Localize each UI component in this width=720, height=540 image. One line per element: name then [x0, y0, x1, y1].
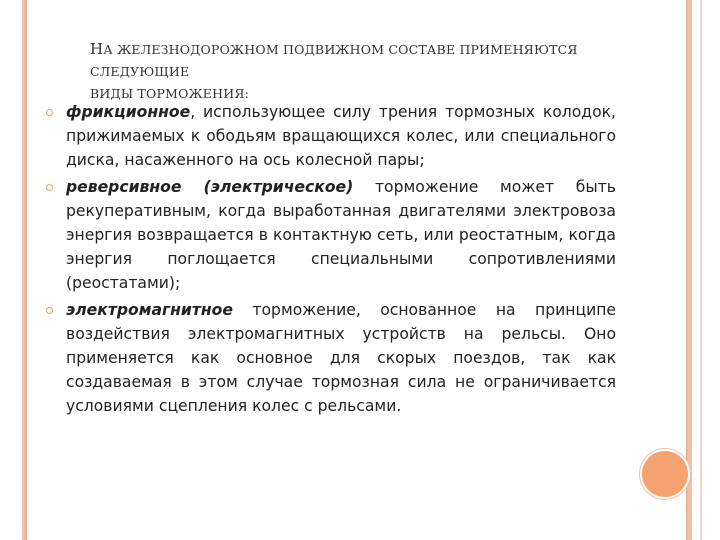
slide-title — [90, 38, 670, 105]
title-line2: ВИДЫ ТОРМОЖЕНИЯ: — [90, 86, 250, 101]
list-item-electromagnetic — [46, 298, 616, 418]
item-text: торможение, основанное на принципе воздействия электромагнитных устройств на рельсы. Оно применяется как основное для скорых поездов, так как создаваемая в этом случае тормозная сила не ограничивается условиями сцепления колес с рельсами. — [66, 301, 616, 415]
item-text: , использующее силу трения тормозных колодок, прижимаемых к ободьям вращающихся колес, или специального диска, насаженного на ось колесной пары; — [66, 103, 616, 169]
item-text: торможение может быть рекуперативным, когда выработанная двигателями электровоза энергия возвращается в контактную сеть, или реостатным, когда энергия поглощается специальными сопротивлениями (реостатами); — [66, 178, 616, 292]
bullet-circle-icon — [46, 307, 53, 314]
list-item-friction — [46, 100, 616, 172]
bullet-circle-icon — [46, 184, 53, 191]
term: реверсивное (электрическое) — [66, 178, 354, 196]
right-border-stripe — [686, 0, 692, 540]
title-line1: А ЖЕЛЕЗНОДОРОЖНОМ ПОДВИЖНОМ СОСТАВЕ ПРИМЕНЯЮТСЯ СЛЕДУЮЩИЕ — [90, 42, 578, 79]
bullet-circle-icon — [46, 109, 53, 116]
right-border-thin-stripe — [700, 0, 702, 540]
list-item-reversive — [46, 175, 616, 295]
term: фрикционное — [66, 103, 191, 121]
term: электромагнитное — [66, 301, 233, 319]
title-initial: Н — [90, 40, 104, 58]
decorative-circle — [640, 449, 690, 499]
bullet-list — [46, 100, 616, 421]
